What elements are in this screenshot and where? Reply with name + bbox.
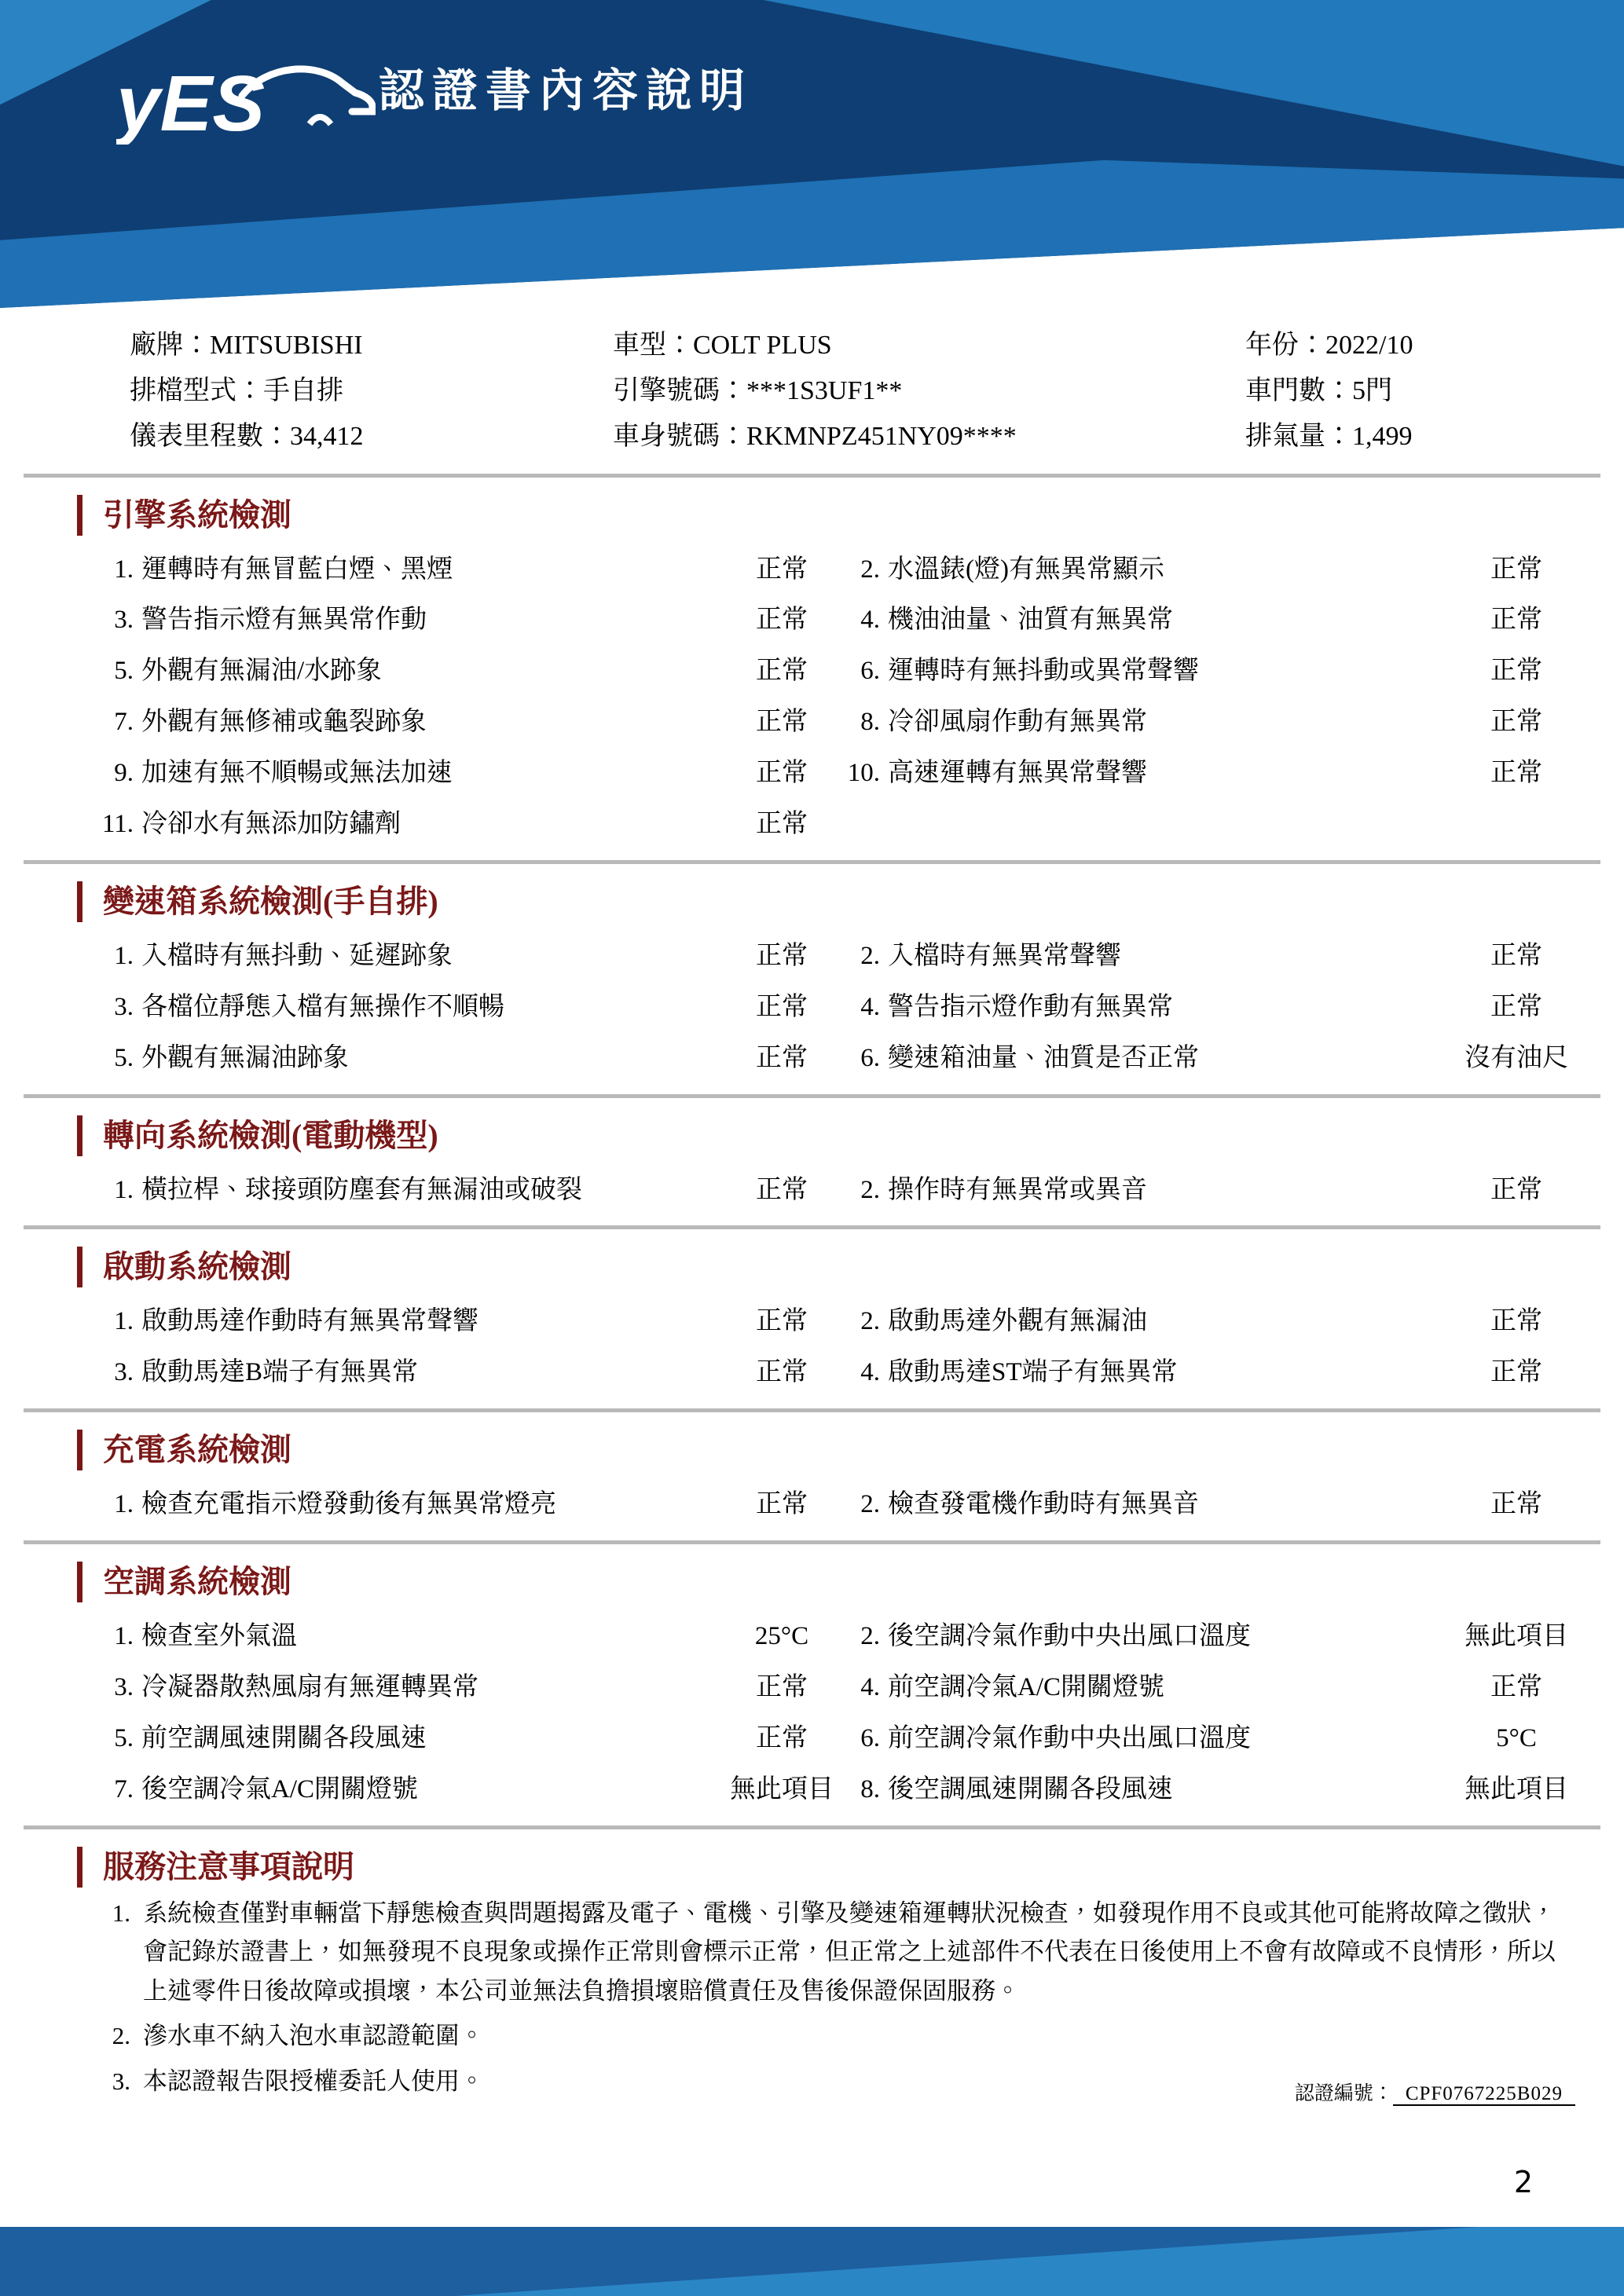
item-status: 正常 — [756, 1043, 808, 1072]
info-field — [613, 328, 1245, 363]
info-value: 2022/10 — [1325, 331, 1413, 360]
item-number: 6. — [860, 657, 880, 686]
car-wheel-icon — [310, 117, 331, 124]
section-title: 變速箱系統檢測(手自排) — [77, 881, 438, 922]
item-number: 6. — [860, 1043, 880, 1072]
inspection-section — [0, 881, 1624, 1098]
section-divider — [24, 1225, 1600, 1229]
note-text: 滲水車不納入泡水車認證範圍。 — [143, 2022, 484, 2050]
item-status: 正常 — [756, 941, 808, 970]
item-text: 檢查充電指示燈發動後有無異常燈亮 — [141, 1490, 556, 1519]
item-number: 10. — [847, 759, 880, 788]
item-text: 冷卻水有無添加防鏽劑 — [141, 810, 401, 839]
item-number: 4. — [860, 992, 880, 1021]
vehicle-info — [130, 328, 1624, 455]
section-title: 充電系統檢測 — [77, 1430, 291, 1470]
info-field — [1245, 419, 1624, 454]
note-number: 1. — [112, 1899, 130, 1927]
page-title: 認證書內容說明 — [379, 65, 753, 116]
info-label: 排氣量： — [1245, 422, 1352, 452]
item-status: 無此項目 — [1465, 1774, 1568, 1803]
section-title: 啟動系統檢測 — [77, 1247, 291, 1287]
item-number: 7. — [114, 708, 134, 737]
item-number: 3. — [114, 606, 134, 635]
item-text: 冷凝器散熱風扇有無運轉異常 — [141, 1673, 478, 1702]
header-banner — [0, 0, 1624, 308]
info-value: 1,499 — [1352, 422, 1413, 452]
item-number: 2. — [860, 555, 880, 584]
inspection-section — [0, 1430, 1624, 1544]
info-field — [613, 374, 1245, 408]
item-status: 正常 — [1490, 708, 1542, 737]
item-number: 9. — [114, 759, 134, 788]
item-text: 檢查發電機作動時有無異音 — [888, 1490, 1199, 1519]
inspection-section — [0, 495, 1624, 864]
item-number: 2. — [860, 1622, 880, 1651]
item-status: 正常 — [756, 708, 808, 737]
item-status: 正常 — [756, 1307, 808, 1336]
item-number: 2. — [860, 941, 880, 970]
item-number: 6. — [860, 1723, 880, 1752]
item-status: 5°C — [1496, 1723, 1537, 1752]
item-number: 3. — [114, 1673, 134, 1702]
yes-logo — [116, 52, 376, 148]
item-text: 前空調冷氣作動中央出風口溫度 — [888, 1723, 1251, 1752]
info-label: 引擎號碼： — [613, 376, 746, 406]
section-divider — [24, 1540, 1600, 1544]
item-number: 5. — [114, 657, 134, 686]
item-text: 啟動馬達B端子有無異常 — [141, 1358, 419, 1387]
info-field — [130, 419, 613, 454]
item-text: 運轉時有無冒藍白煙、黑煙 — [141, 555, 453, 584]
info-value: 手自排 — [263, 376, 343, 406]
item-number: 1. — [114, 1622, 134, 1651]
yes-logo-text: yES — [116, 60, 266, 145]
item-number: 2. — [860, 1307, 880, 1336]
item-number: 11. — [101, 810, 134, 839]
note-number: 3. — [112, 2067, 130, 2096]
item-status: 正常 — [756, 1673, 808, 1702]
inspection-rows — [85, 1488, 1624, 1522]
item-text: 運轉時有無抖動或異常聲響 — [888, 657, 1199, 686]
item-text: 警告指示燈有無異常作動 — [141, 606, 427, 635]
inspection-rows — [85, 1174, 1624, 1207]
item-text: 入檔時有無抖動、延遲跡象 — [141, 941, 453, 970]
item-status: 正常 — [756, 759, 808, 788]
item-text: 冷卻風扇作動有無異常 — [888, 708, 1147, 737]
item-status: 無此項目 — [1465, 1622, 1568, 1651]
info-field — [1245, 328, 1624, 363]
item-status: 25°C — [754, 1622, 809, 1651]
item-text: 機油油量、油質有無異常 — [888, 606, 1173, 635]
item-text: 啟動馬達ST端子有無異常 — [888, 1358, 1178, 1387]
item-text: 警告指示燈作動有無異常 — [888, 992, 1173, 1021]
footer-shape-dark — [0, 2227, 1624, 2296]
section-title: 服務注意事項說明 — [77, 1847, 354, 1888]
item-status: 正常 — [1490, 1307, 1542, 1336]
item-number: 1. — [114, 941, 134, 970]
info-field — [130, 374, 613, 408]
info-value: 5門 — [1352, 376, 1392, 406]
item-number: 5. — [114, 1723, 134, 1752]
item-text: 前空調風速開關各段風速 — [141, 1723, 427, 1752]
item-text — [888, 807, 1438, 841]
info-value: COLT PLUS — [693, 331, 832, 360]
item-number: 3. — [114, 992, 134, 1021]
item-status: 正常 — [756, 810, 808, 839]
item-number: 5. — [114, 1043, 134, 1072]
item-status: 正常 — [756, 555, 808, 584]
item-status: 無此項目 — [730, 1774, 834, 1803]
note-number: 2. — [112, 2022, 130, 2050]
item-status: 正常 — [756, 657, 808, 686]
item-text: 啟動馬達外觀有無漏油 — [888, 1307, 1147, 1336]
item-status: 正常 — [1490, 606, 1542, 635]
item-status: 正常 — [1490, 759, 1542, 788]
item-number: 2. — [860, 1175, 880, 1204]
section-divider — [24, 860, 1600, 864]
item-status: 正常 — [756, 1490, 808, 1519]
info-label: 儀表里程數： — [130, 422, 290, 452]
item-text: 外觀有無漏油跡象 — [141, 1043, 349, 1072]
item-number: 4. — [860, 606, 880, 635]
info-label: 車型： — [613, 331, 693, 360]
item-status — [1438, 807, 1595, 841]
item-status: 正常 — [1490, 992, 1542, 1021]
inspection-sections — [0, 495, 1624, 1829]
item-text: 變速箱油量、油質是否正常 — [888, 1043, 1199, 1072]
section-divider — [24, 1408, 1600, 1412]
item-text: 外觀有無漏油/水跡象 — [141, 657, 383, 686]
section-divider — [24, 1825, 1600, 1829]
item-text: 高速運轉有無異常聲響 — [888, 759, 1147, 788]
note-item — [85, 2016, 1577, 2056]
info-value: MITSUBISHI — [210, 331, 363, 360]
item-status: 正常 — [1490, 1358, 1542, 1387]
info-label: 年份： — [1245, 331, 1325, 360]
item-status: 正常 — [1490, 555, 1542, 584]
section-title: 引擎系統檢測 — [77, 495, 291, 536]
section-divider — [24, 1094, 1600, 1098]
note-item — [85, 1894, 1577, 2011]
section-divider — [24, 474, 1600, 478]
item-number: 3. — [114, 1358, 134, 1387]
inspection-rows — [85, 1620, 1624, 1807]
info-value: 34,412 — [290, 422, 364, 452]
item-status: 正常 — [1490, 941, 1542, 970]
item-text: 入檔時有無異常聲響 — [888, 941, 1121, 970]
item-number: 8. — [860, 708, 880, 737]
item-text: 後空調風速開關各段風速 — [888, 1774, 1173, 1803]
item-number: 7. — [114, 1774, 134, 1803]
item-status: 正常 — [756, 1723, 808, 1752]
item-text: 檢查室外氣溫 — [141, 1622, 297, 1651]
item-number — [841, 807, 888, 841]
item-text: 水溫錶(燈)有無異常顯示 — [888, 555, 1164, 584]
info-label: 排檔型式： — [130, 376, 263, 406]
info-label: 車門數： — [1245, 376, 1352, 406]
inspection-rows — [85, 939, 1624, 1075]
section-title: 轉向系統檢測(電動機型) — [77, 1115, 438, 1156]
item-number: 1. — [114, 1490, 134, 1519]
item-number: 4. — [860, 1358, 880, 1387]
inspection-section — [0, 1247, 1624, 1412]
item-text: 外觀有無修補或龜裂跡象 — [141, 708, 427, 737]
note-text: 系統檢查僅對車輛當下靜態檢查與問題揭露及電子、電機、引擎及變速箱運轉狀況檢查，如發現作用不良或其他可能將故障之徵狀，會記錄於證書上，如無發現不良現象或操作正常則會標示正常，但正常之上述部件不代表在日後使用上不會有故障或不良情形，所以上述零件日後故障或損壞，本公司並無法負擔損壞賠償責任及售後保證保固服務。 — [143, 1899, 1556, 2005]
item-status: 正常 — [756, 1358, 808, 1387]
item-number: 1. — [114, 555, 134, 584]
page-number: 2 — [1513, 2165, 1533, 2199]
item-text: 前空調冷氣A/C開關燈號 — [888, 1673, 1165, 1702]
inspection-section — [0, 1562, 1624, 1829]
inspection-rows — [85, 553, 1624, 841]
item-status: 正常 — [756, 992, 808, 1021]
item-text: 後空調冷氣作動中央出風口溫度 — [888, 1622, 1251, 1651]
info-label: 廠牌： — [130, 331, 210, 360]
item-status: 正常 — [1490, 1490, 1542, 1519]
info-value: RKMNPZ451NY09**** — [746, 422, 1017, 452]
info-value: ***1S3UF1** — [746, 376, 903, 406]
item-number: 2. — [860, 1490, 880, 1519]
inspection-rows — [85, 1305, 1624, 1390]
item-status: 正常 — [1490, 1673, 1542, 1702]
item-text: 啟動馬達作動時有無異常聲響 — [141, 1307, 478, 1336]
item-text: 後空調冷氣A/C開關燈號 — [141, 1774, 419, 1803]
info-field — [130, 328, 613, 363]
item-status: 正常 — [756, 606, 808, 635]
item-status: 正常 — [1490, 1175, 1542, 1204]
item-text: 橫拉桿、球接頭防塵套有無漏油或破裂 — [141, 1175, 582, 1204]
footer-banner — [0, 2227, 1624, 2296]
item-status: 正常 — [756, 1175, 808, 1204]
inspection-section — [0, 1115, 1624, 1230]
item-text: 各檔位靜態入檔有無操作不順暢 — [141, 992, 504, 1021]
note-text: 本認證報告限授權委託人使用。 — [143, 2067, 484, 2096]
item-number: 1. — [114, 1175, 134, 1204]
item-text: 加速有無不順暢或無法加速 — [141, 759, 453, 788]
item-text: 操作時有無異常或異音 — [888, 1175, 1147, 1204]
section-title: 空調系統檢測 — [77, 1562, 291, 1602]
item-number: 4. — [860, 1673, 880, 1702]
certificate-value: CPF0767225B029 — [1393, 2083, 1575, 2106]
info-label: 車身號碼： — [613, 422, 746, 452]
certificate-label: 認證編號： — [1294, 2082, 1393, 2104]
info-field — [1245, 374, 1624, 408]
notes-section — [0, 1847, 1624, 2104]
item-status: 正常 — [1490, 657, 1542, 686]
certificate-number — [1295, 2078, 1575, 2106]
info-field — [613, 419, 1245, 454]
item-number: 8. — [860, 1774, 880, 1803]
item-number: 1. — [114, 1307, 134, 1336]
item-status: 沒有油尺 — [1465, 1043, 1568, 1072]
